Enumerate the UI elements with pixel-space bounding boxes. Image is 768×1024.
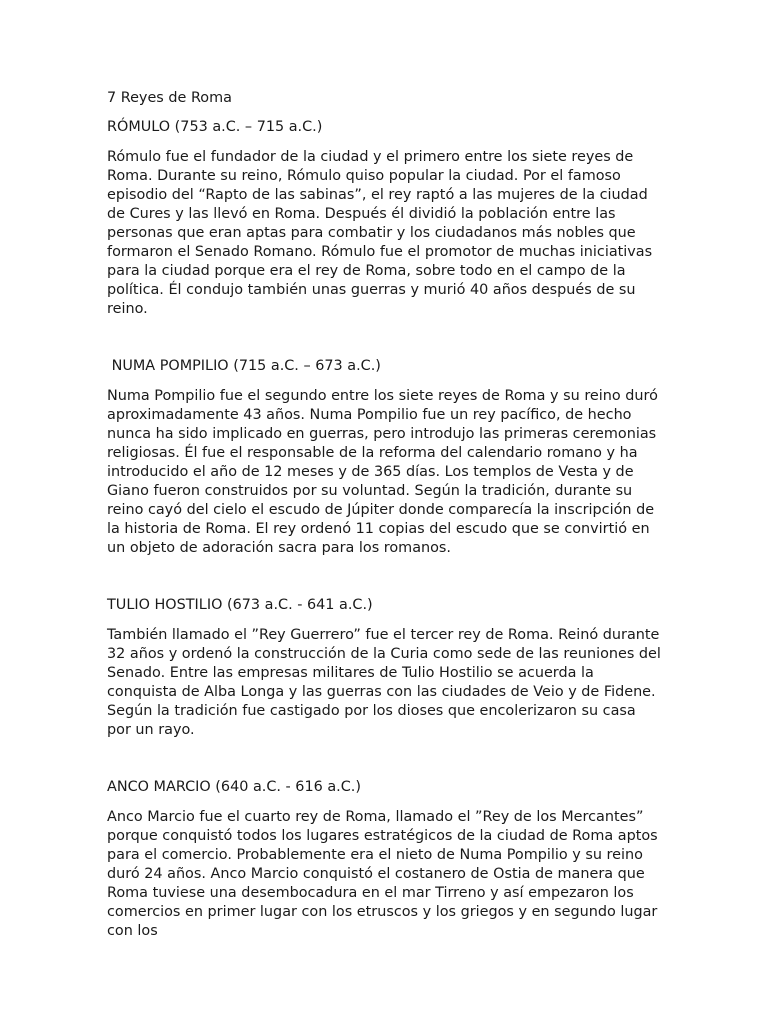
section-heading: NUMA POMPILIO (715 a.C. – 673 a.C.) [107, 358, 381, 374]
document-title: 7 Reyes de Roma [107, 90, 232, 106]
section-body: Rómulo fue el fundador de la ciudad y el primero entre los siete reyes de Roma. Durante su reino, Rómulo quiso popular la ciudad. Por el famoso episodio del “Rapto de las sabinas”, el rey raptó a las mujeres de la ciudad de Cures y las llevó en Roma. Después él dividió la población entre las personas que eran aptas para combatir y los ciudadanos más nobles que formaron el Senado Romano. Rómulo fue el promotor de muchas iniciativas para la ciudad porque era el rey de Roma, sobre todo en el campo de la política. Él condujo también unas guerras y murió 40 años después de su reino. [107, 149, 653, 317]
section-heading: ANCO MARCIO (640 a.C. - 616 a.C.) [107, 779, 361, 795]
section-heading: RÓMULO (753 a.C. – 715 a.C.) [107, 119, 323, 135]
section-body: También llamado el ”Rey Guerrero” fue el tercer rey de Roma. Reinó durante 32 años y ordenó la construcción de la Curia como sede de las reuniones del Senado. Entre las empresas militares de Tulio Hostilio se acuerda la conquista de Alba Longa y las guerras con las ciudades de Veio y de Fidene. Según la tradición fue castigado por los dioses que encolerizaron su casa por un rayo. [107, 627, 661, 738]
section-heading: TULIO HOSTILIO (673 a.C. - 641 a.C.) [107, 597, 373, 613]
section-anco-marcio [107, 778, 663, 941]
section-body: Anco Marcio fue el cuarto rey de Roma, llamado el ”Rey de los Mercantes” porque conquistó todos los lugares estratégicos de la ciudad de Roma aptos para el comercio. Probablemente era el nieto de Numa Pompilio y su reino duró 24 años. Anco Marcio conquistó el costanero de Ostia de manera que Roma tuviese una desembocadura en el mar Tirreno y así empezaron los comercios en primer lugar con los etruscos y los griegos y en segundo lugar con los [107, 809, 658, 939]
section-tulio-hostilio [107, 596, 663, 740]
document-page [107, 89, 663, 941]
section-romulo [107, 118, 663, 319]
section-body: Numa Pompilio fue el segundo entre los siete reyes de Roma y su reino duró aproximadamente 43 años. Numa Pompilio fue un rey pacífico, de hecho nunca ha sido implicado en guerras, pero introdujo las primeras ceremonias religiosas. Él fue el responsable de la reforma del calendario romano y ha introducido el año de 12 meses y de 365 días. Los templos de Vesta y de Giano fueron construidos por su voluntad. Según la tradición, durante su reino cayó del cielo el escudo de Júpiter donde comparecía la inscripción de la historia de Roma. El rey ordenó 11 copias del escudo que se convirtió en un objeto de adoración sacra para los romanos. [107, 388, 658, 556]
section-numa-pompilio [107, 357, 663, 558]
